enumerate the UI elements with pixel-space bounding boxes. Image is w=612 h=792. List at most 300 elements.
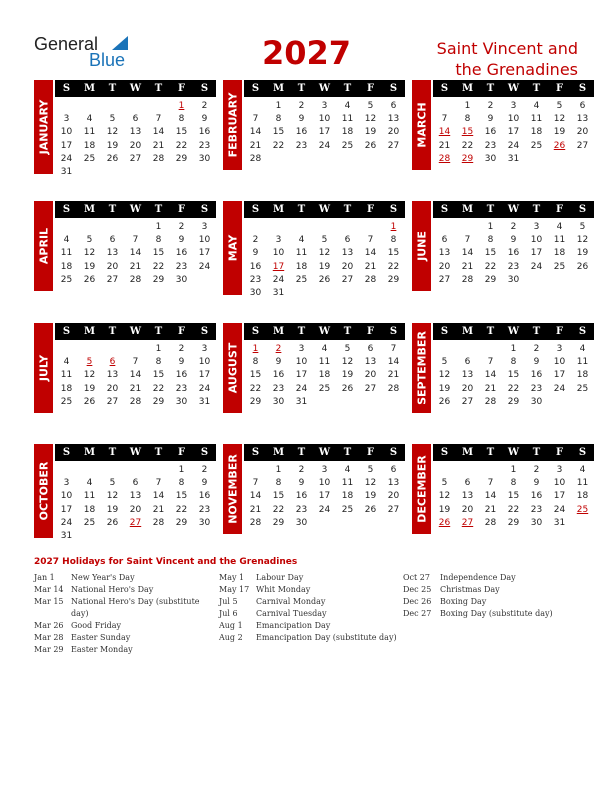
holiday-date: Oct 27 — [403, 573, 430, 582]
day-cell: 27 — [364, 383, 377, 394]
day-cell: 5 — [86, 235, 93, 246]
day-cell: 9 — [533, 357, 540, 368]
weekday-label: M — [461, 326, 474, 337]
day-cell: 3 — [201, 344, 208, 354]
day-cell: 6 — [579, 101, 586, 111]
holiday-name: Independence Day — [440, 573, 516, 582]
weekday-label: T — [108, 326, 117, 337]
weekday-label: T — [297, 447, 306, 458]
day-cell: 9 — [487, 114, 494, 125]
day-cell: 11 — [83, 127, 96, 138]
day-cell: 20 — [438, 261, 451, 272]
day-cell: 24 — [60, 517, 73, 528]
day-cell: 5 — [367, 465, 374, 475]
day-cell: 10 — [272, 248, 285, 259]
day-cell: 13 — [461, 491, 474, 502]
day-cell: 7 — [252, 114, 259, 125]
day-cell: 26 — [364, 504, 377, 515]
day-cell: 2 — [487, 101, 494, 111]
weekday-label: S — [440, 83, 449, 94]
weekday-label: W — [507, 83, 520, 94]
day-cell: 23 — [530, 504, 543, 515]
holiday-date: May 17 — [219, 585, 250, 594]
month-label — [34, 444, 53, 538]
holiday-name: National Hero's Day (substitute — [71, 597, 200, 606]
day-cell: 23 — [295, 504, 308, 515]
day-cell: 23 — [198, 140, 211, 151]
day-cell: 12 — [106, 127, 119, 138]
day-cell: 20 — [387, 491, 400, 502]
day-cell: 2 — [201, 101, 208, 111]
day-cell: 11 — [341, 114, 354, 125]
weekday-header — [244, 201, 405, 218]
weekday-label: F — [555, 204, 564, 215]
month-name: JANUARY — [37, 99, 50, 155]
day-cell: 10 — [198, 235, 211, 246]
day-cell: 17 — [60, 140, 73, 151]
day-cell: 2 — [510, 222, 517, 232]
holiday-name: Christmas Day — [440, 585, 500, 594]
day-cell: 25 — [341, 140, 354, 151]
holiday-row — [34, 632, 214, 644]
day-cell: 6 — [344, 235, 351, 246]
holiday-date: Jul 5 — [219, 597, 238, 606]
day-cell: 5 — [109, 478, 116, 489]
day-cell: 9 — [533, 478, 540, 489]
day-cell: 18 — [318, 370, 331, 381]
holiday-date: Mar 14 — [34, 585, 64, 594]
day-cell: 29 — [507, 396, 520, 407]
day-cell: 9 — [510, 235, 517, 246]
holiday-name: Emancipation Day — [256, 621, 331, 630]
day-cell: 9 — [201, 478, 208, 489]
day-cell: 27 — [129, 153, 142, 164]
holidays-title: 2027 Holidays for Saint Vincent and the Grenadines — [34, 557, 298, 567]
holiday-name: Whit Monday — [256, 585, 311, 594]
weekday-label: W — [318, 83, 331, 94]
day-cell: 18 — [83, 504, 96, 515]
day-cell: 15 — [175, 127, 188, 138]
day-cell: 9 — [178, 357, 185, 368]
day-cell: 5 — [441, 357, 448, 368]
day-cell: 21 — [129, 261, 142, 272]
day-cell: 25 — [83, 517, 96, 528]
weekday-label: T — [343, 447, 352, 458]
day-cell: 24 — [553, 504, 566, 515]
day-cell: 22 — [175, 140, 188, 151]
weekday-label: W — [318, 204, 331, 215]
day-cell: 17 — [60, 504, 73, 515]
holiday-date: Aug 2 — [219, 633, 243, 642]
day-cell: 19 — [318, 261, 331, 272]
day-cell: 20 — [387, 127, 400, 138]
month-label — [412, 201, 431, 291]
weekday-label: T — [108, 83, 117, 94]
day-cell: 5 — [367, 101, 374, 111]
weekday-label: T — [343, 326, 352, 337]
weekday-label: F — [177, 326, 186, 337]
month-label — [223, 80, 242, 170]
day-cell: 21 — [438, 140, 451, 151]
month-june — [412, 201, 592, 286]
day-cell: 2 — [252, 235, 259, 246]
day-cell: 10 — [553, 357, 566, 368]
day-cell: 14 — [152, 491, 165, 502]
day-cell: 21 — [249, 504, 262, 515]
month-august — [223, 323, 403, 408]
weekday-label: S — [389, 204, 398, 215]
holiday-name: Carnival Monday — [256, 597, 326, 606]
day-cell: 19 — [106, 140, 119, 151]
day-cell: 26 — [318, 274, 331, 285]
month-label — [223, 201, 242, 295]
holiday-day-cell: 27 — [129, 517, 142, 528]
weekday-label: T — [297, 204, 306, 215]
month-name: NOVEMBER — [226, 454, 239, 524]
month-may — [223, 201, 403, 299]
day-cell: 12 — [553, 114, 566, 125]
day-cell: 31 — [272, 288, 285, 298]
day-cell: 27 — [438, 274, 451, 285]
day-cell: 4 — [86, 114, 93, 125]
day-cell: 14 — [129, 370, 142, 381]
day-cell: 4 — [579, 465, 586, 475]
day-cell: 31 — [60, 531, 73, 541]
logo-blue: Blue — [89, 50, 126, 70]
month-name: AUGUST — [226, 342, 239, 394]
day-cell: 24 — [318, 504, 331, 515]
weekday-label: F — [177, 204, 186, 215]
day-cell: 30 — [272, 396, 285, 407]
day-cell: 20 — [341, 261, 354, 272]
day-cell: 13 — [387, 478, 400, 489]
day-cell: 29 — [175, 517, 188, 528]
day-cell: 29 — [175, 153, 188, 164]
holiday-date: Dec 27 — [403, 609, 432, 618]
weekday-label: W — [318, 326, 331, 337]
month-label — [412, 80, 431, 170]
day-cell: 30 — [507, 274, 520, 285]
day-cell: 11 — [341, 478, 354, 489]
month-name: OCTOBER — [37, 461, 50, 521]
weekday-label: W — [507, 204, 520, 215]
holiday-day-cell: 1 — [252, 344, 259, 354]
weekday-label: S — [251, 83, 260, 94]
day-cell: 3 — [63, 478, 70, 489]
holiday-row — [219, 608, 399, 620]
holiday-name: Boxing Day — [440, 597, 487, 606]
logo-general: General — [34, 34, 99, 54]
day-cell: 13 — [106, 370, 119, 381]
day-cell: 16 — [530, 370, 543, 381]
day-cell: 15 — [507, 491, 520, 502]
day-cell: 28 — [249, 517, 262, 528]
holiday-day-cell: 29 — [461, 153, 474, 164]
day-cell: 21 — [461, 261, 474, 272]
weekday-header — [244, 444, 405, 461]
holiday-date: Jul 6 — [219, 609, 238, 618]
day-cell: 17 — [295, 370, 308, 381]
weekday-label: M — [83, 326, 96, 337]
day-cell: 26 — [576, 261, 589, 272]
day-cell: 25 — [576, 383, 589, 394]
day-cell: 4 — [533, 101, 540, 111]
day-cell: 27 — [387, 504, 400, 515]
day-cell: 20 — [461, 504, 474, 515]
weekday-header — [433, 80, 594, 97]
day-cell: 12 — [106, 491, 119, 502]
weekday-label: W — [129, 83, 142, 94]
month-label — [34, 201, 53, 291]
day-cell: 26 — [341, 383, 354, 394]
holiday-name: Easter Monday — [71, 645, 133, 654]
day-cell: 12 — [83, 370, 96, 381]
day-cell: 18 — [530, 127, 543, 138]
holiday-date: Mar 28 — [34, 633, 64, 642]
day-cell: 1 — [464, 101, 471, 111]
day-cell: 13 — [576, 114, 589, 125]
day-cell: 18 — [553, 248, 566, 259]
day-cell: 4 — [344, 101, 351, 111]
weekday-label: S — [62, 204, 71, 215]
day-cell: 20 — [461, 383, 474, 394]
day-cell: 7 — [464, 235, 471, 246]
day-cell: 20 — [129, 140, 142, 151]
day-cell: 28 — [249, 153, 262, 164]
weekday-label: T — [108, 204, 117, 215]
day-cell: 8 — [155, 235, 162, 246]
holiday-day-cell: 15 — [461, 127, 474, 138]
day-cell: 30 — [198, 153, 211, 164]
month-november — [223, 444, 403, 529]
day-cell: 20 — [106, 383, 119, 394]
day-cell: 14 — [461, 248, 474, 259]
day-cell: 11 — [295, 248, 308, 259]
day-cell: 10 — [295, 357, 308, 368]
day-cell: 9 — [298, 114, 305, 125]
day-cell: 22 — [507, 383, 520, 394]
day-cell: 30 — [530, 396, 543, 407]
day-cell: 9 — [252, 248, 259, 259]
weekday-label: S — [251, 204, 260, 215]
month-name: JUNE — [415, 231, 428, 261]
day-cell: 13 — [438, 248, 451, 259]
day-cell: 26 — [106, 517, 119, 528]
day-cell: 15 — [152, 248, 165, 259]
holiday-date: May 1 — [219, 573, 245, 582]
day-cell: 31 — [553, 517, 566, 528]
weekday-label: F — [366, 204, 375, 215]
weekday-label: S — [389, 447, 398, 458]
day-cell: 5 — [579, 222, 586, 232]
day-cell: 7 — [367, 235, 374, 246]
day-cell: 15 — [387, 248, 400, 259]
weekday-label: F — [177, 83, 186, 94]
day-cell: 3 — [298, 344, 305, 354]
day-cell: 25 — [530, 140, 543, 151]
day-cell: 22 — [484, 261, 497, 272]
day-cell: 22 — [175, 504, 188, 515]
day-cell: 16 — [198, 491, 211, 502]
day-cell: 4 — [344, 465, 351, 475]
day-cell: 23 — [484, 140, 497, 151]
country-title — [378, 38, 578, 80]
weekday-label: S — [251, 326, 260, 337]
month-july — [34, 323, 214, 408]
day-cell: 24 — [530, 261, 543, 272]
day-cell: 10 — [318, 114, 331, 125]
day-cell: 10 — [60, 491, 73, 502]
day-cell: 21 — [249, 140, 262, 151]
weekday-label: S — [578, 447, 587, 458]
weekday-label: T — [297, 83, 306, 94]
day-cell: 6 — [367, 344, 374, 354]
day-cell: 23 — [530, 383, 543, 394]
weekday-label: M — [272, 204, 285, 215]
day-cell: 19 — [83, 383, 96, 394]
holiday-row — [219, 572, 399, 584]
weekday-label: F — [366, 83, 375, 94]
day-cell: 22 — [152, 261, 165, 272]
weekday-label: T — [532, 326, 541, 337]
holiday-day-cell: 17 — [272, 261, 285, 272]
day-cell: 6 — [441, 235, 448, 246]
day-cell: 5 — [321, 235, 328, 246]
holiday-row — [219, 596, 399, 608]
day-cell: 19 — [106, 504, 119, 515]
day-cell: 28 — [484, 517, 497, 528]
holiday-date: Aug 1 — [219, 621, 243, 630]
holidays-column — [219, 572, 399, 644]
day-cell: 22 — [272, 504, 285, 515]
day-cell: 4 — [86, 478, 93, 489]
day-cell: 24 — [198, 261, 211, 272]
day-cell: 17 — [553, 491, 566, 502]
day-cell: 14 — [152, 127, 165, 138]
day-cell: 8 — [487, 235, 494, 246]
day-cell: 18 — [341, 127, 354, 138]
day-cell: 20 — [364, 370, 377, 381]
day-cell: 29 — [152, 274, 165, 285]
day-cell: 26 — [83, 274, 96, 285]
day-cell: 23 — [507, 261, 520, 272]
day-cell: 14 — [364, 248, 377, 259]
holiday-name: day) — [71, 609, 89, 618]
day-cell: 13 — [341, 248, 354, 259]
holiday-day-cell: 27 — [461, 517, 474, 528]
holiday-date: Mar 29 — [34, 645, 64, 654]
day-cell: 28 — [364, 274, 377, 285]
day-cell: 24 — [60, 153, 73, 164]
day-cell: 5 — [441, 478, 448, 489]
day-cell: 28 — [461, 274, 474, 285]
day-cell: 7 — [252, 478, 259, 489]
holiday-name: Carnival Tuesday — [256, 609, 327, 618]
day-cell: 8 — [155, 357, 162, 368]
logo — [34, 34, 134, 70]
day-cell: 6 — [390, 465, 397, 475]
day-cell: 4 — [63, 357, 70, 368]
day-cell: 28 — [152, 517, 165, 528]
day-cell: 10 — [60, 127, 73, 138]
day-cell: 18 — [295, 261, 308, 272]
month-name: JULY — [37, 354, 50, 382]
day-cell: 14 — [249, 491, 262, 502]
day-cell: 13 — [129, 491, 142, 502]
month-january — [34, 80, 214, 178]
weekday-label: M — [461, 204, 474, 215]
month-march — [412, 80, 592, 165]
day-cell: 11 — [60, 370, 73, 381]
day-cell: 2 — [178, 222, 185, 232]
day-cell: 1 — [487, 222, 494, 232]
holidays-column — [403, 572, 583, 620]
day-cell: 1 — [155, 222, 162, 232]
weekday-label: M — [272, 447, 285, 458]
weekday-label: S — [440, 447, 449, 458]
day-cell: 19 — [438, 504, 451, 515]
weekday-label: M — [83, 204, 96, 215]
day-cell: 10 — [318, 478, 331, 489]
weekday-label: T — [532, 204, 541, 215]
weekday-header — [55, 201, 216, 218]
month-label — [34, 80, 53, 174]
day-cell: 3 — [63, 114, 70, 125]
day-cell: 23 — [249, 274, 262, 285]
day-cell: 7 — [132, 357, 139, 368]
day-cell: 15 — [272, 127, 285, 138]
day-cell: 21 — [152, 140, 165, 151]
day-cell: 23 — [272, 383, 285, 394]
day-cell: 12 — [341, 357, 354, 368]
weekday-label: T — [108, 447, 117, 458]
day-cell: 23 — [175, 383, 188, 394]
weekday-header — [55, 80, 216, 97]
holiday-row — [403, 584, 583, 596]
weekday-label: T — [343, 204, 352, 215]
day-cell: 30 — [198, 517, 211, 528]
day-cell: 8 — [510, 357, 517, 368]
day-cell: 9 — [201, 114, 208, 125]
day-cell: 28 — [129, 274, 142, 285]
holiday-name: New Year's Day — [71, 573, 135, 582]
day-cell: 17 — [198, 370, 211, 381]
day-cell: 3 — [275, 235, 282, 246]
weekday-label: T — [486, 83, 495, 94]
weekday-label: S — [62, 326, 71, 337]
day-cell: 11 — [576, 478, 589, 489]
month-label — [412, 444, 431, 534]
day-cell: 10 — [530, 235, 543, 246]
day-cell: 9 — [298, 478, 305, 489]
day-cell: 4 — [63, 235, 70, 246]
day-cell: 12 — [364, 114, 377, 125]
day-cell: 3 — [556, 344, 563, 354]
holiday-day-cell: 26 — [438, 517, 451, 528]
day-cell: 14 — [484, 370, 497, 381]
day-cell: 25 — [318, 383, 331, 394]
day-cell: 16 — [530, 491, 543, 502]
weekday-label: T — [154, 83, 163, 94]
day-cell: 23 — [198, 504, 211, 515]
holiday-name: Emancipation Day (substitute day) — [256, 633, 397, 642]
day-cell: 12 — [318, 248, 331, 259]
weekday-label: T — [343, 83, 352, 94]
weekday-header — [244, 323, 405, 340]
day-cell: 25 — [83, 153, 96, 164]
day-cell: 22 — [387, 261, 400, 272]
country-line-1: Saint Vincent and — [436, 39, 578, 58]
